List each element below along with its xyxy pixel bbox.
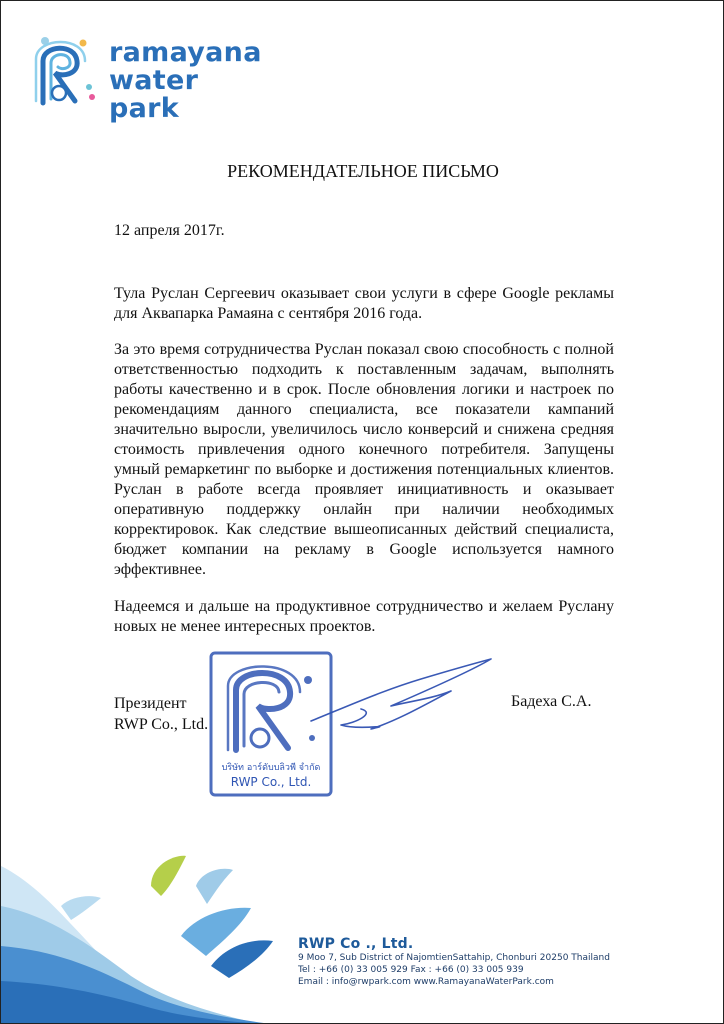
footer-phone: Tel : +66 (0) 33 005 929 Fax : +66 (0) 33 005 939: [298, 965, 524, 975]
paragraph-main: За это время сотрудничества Руслан показал свою способность с полной ответственностью подходить к поставленным задачам, выполнять работы качественно и в срок. После обновления логики и настроек по рекомендациям данного специалиста, все показатели кампаний значительно выросли, увеличилось число конверсий и снижена средняя стоимость привлечения одного конечного потребителя. Запущены умный ремаркетинг по выборке и достижения потенциальных клиентов. Руслан в работе всегда проявляет инициативность и оказывает оперативную поддержку онлайн при наличии необходимых корректировок. Как следствие вышеописанных действий специалиста, бюджет компании на рекламу в Google используется намного эффективнее.: [114, 341, 614, 578]
company-stamp: [208, 650, 334, 798]
letter-title: РЕКОМЕНДАТЕЛЬНОЕ ПИСЬМО: [227, 161, 499, 181]
ramayana-logo: [31, 31, 271, 124]
footer-contact: Email : info@rwpark.com www.RamayanaWaterPark.com: [298, 977, 554, 987]
footer-wave-art: [1, 846, 724, 1024]
footer-address-block: [298, 936, 610, 988]
paragraph-closing: Надеемся и дальше на продуктивное сотрудничество и желаем Руслану новых не менее интересных проектов.: [114, 598, 614, 635]
logo-wordmark: [109, 39, 271, 123]
signer-company: RWP Co., Ltd.: [114, 716, 209, 733]
r-swirl-logo-icon: [31, 31, 101, 107]
footer-company: RWP Co ., Ltd.: [298, 936, 414, 952]
stamp-thai-text: บริษัท อาร์ดับบลิวพี จำกัด: [221, 763, 321, 773]
paragraph-intro: Тула Руслан Сергеевич оказывает свои услуги в сфере Google рекламы для Аквапарка Рамаяна с сентября 2016 года.: [114, 285, 614, 322]
letter-date: 12 апреля 2017г.: [114, 222, 225, 239]
logo-line-water-park: water park: [109, 65, 199, 124]
stamp-company-text: RWP Co., Ltd.: [230, 775, 312, 789]
footer-address: 9 Moo 7, Sub District of NajomtienSattahip, Chonburi 20250 Thailand: [298, 953, 610, 963]
logo-line-ramayana: ramayana: [109, 37, 262, 68]
signature-left: [114, 693, 208, 735]
signer-position: Президент: [114, 695, 187, 712]
signer-name: Бадеха С.А.: [511, 693, 592, 710]
